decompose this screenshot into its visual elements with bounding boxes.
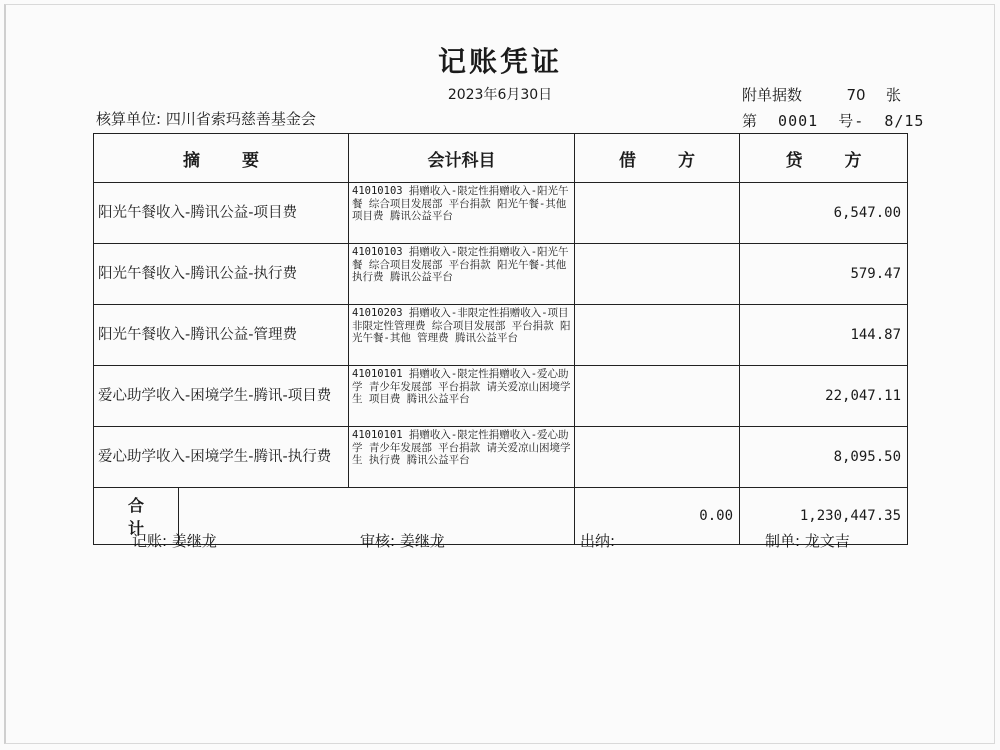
total-label: 合 计 [94, 488, 179, 545]
voucher-title: 记账凭证 [437, 45, 562, 78]
bookkeeper: 记账: 姜继龙 [132, 532, 217, 550]
col-debit: 借 方 [575, 134, 740, 183]
total-credit: 1,230,447.35 [740, 488, 908, 545]
row-debit [575, 305, 740, 366]
total-debit: 0.00 [575, 488, 740, 545]
col-credit: 贷 方 [740, 134, 908, 183]
row-debit [575, 244, 740, 305]
row-summary: 阳光午餐收入-腾讯公益-执行费 [94, 244, 349, 305]
row-subject: 41010101 捐赠收入-限定性捐赠收入-爱心助学 青少年发展部 平台捐款 请关爱凉山困境学生 执行费 腾讯公益平台 [349, 427, 575, 488]
table-row [94, 305, 908, 366]
attachment-label: 附单据数 [742, 86, 803, 104]
row-subject: 41010101 捐赠收入-限定性捐赠收入-爱心助学 青少年发展部 平台捐款 请关爱凉山困境学生 项目费 腾讯公益平台 [349, 366, 575, 427]
reviewer: 审核: 姜继龙 [360, 532, 445, 550]
row-credit: 144.87 [740, 305, 908, 366]
voucher-number: 第 0001 号- 8/15 [742, 112, 925, 130]
table-row [94, 366, 908, 427]
attachment-unit: 张 [886, 86, 902, 104]
row-debit [575, 366, 740, 427]
attachment-number: 70 [846, 86, 866, 104]
row-summary: 阳光午餐收入-腾讯公益-管理费 [94, 305, 349, 366]
col-summary: 摘 要 [94, 134, 349, 183]
row-subject: 41010103 捐赠收入-限定性捐赠收入-阳光午餐 综合项目发展部 平台捐款 阳光午餐-其他 执行费 腾讯公益平台 [349, 244, 575, 305]
accounting-unit-label: 核算单位: [96, 110, 162, 128]
voucher-date: 2023年6月30日 [447, 87, 553, 103]
attachment-count [742, 84, 901, 105]
row-credit: 6,547.00 [740, 183, 908, 244]
table-row [94, 183, 908, 244]
row-debit [575, 427, 740, 488]
row-debit [575, 183, 740, 244]
table-row [94, 427, 908, 488]
table-header-row [94, 134, 908, 183]
accounting-unit [96, 108, 316, 129]
row-credit: 22,047.11 [740, 366, 908, 427]
row-subject: 41010203 捐赠收入-非限定性捐赠收入-项目非限定性管理费 综合项目发展部 平台捐款 阳光午餐-其他 管理费 腾讯公益平台 [349, 305, 575, 366]
row-summary: 爱心助学收入-困境学生-腾讯-项目费 [94, 366, 349, 427]
row-credit: 579.47 [740, 244, 908, 305]
row-subject: 41010103 捐赠收入-限定性捐赠收入-阳光午餐 综合项目发展部 平台捐款 阳光午餐-其他 项目费 腾讯公益平台 [349, 183, 575, 244]
row-credit: 8,095.50 [740, 427, 908, 488]
col-subject: 会计科目 [349, 134, 575, 183]
accounting-unit-name: 四川省索玛慈善基金会 [165, 110, 316, 128]
row-summary: 爱心助学收入-困境学生-腾讯-执行费 [94, 427, 349, 488]
cashier: 出纳: [580, 532, 616, 550]
preparer: 制单: 龙文吉 [765, 532, 850, 550]
row-summary: 阳光午餐收入-腾讯公益-项目费 [94, 183, 349, 244]
table-row [94, 244, 908, 305]
voucher-table [93, 133, 908, 545]
